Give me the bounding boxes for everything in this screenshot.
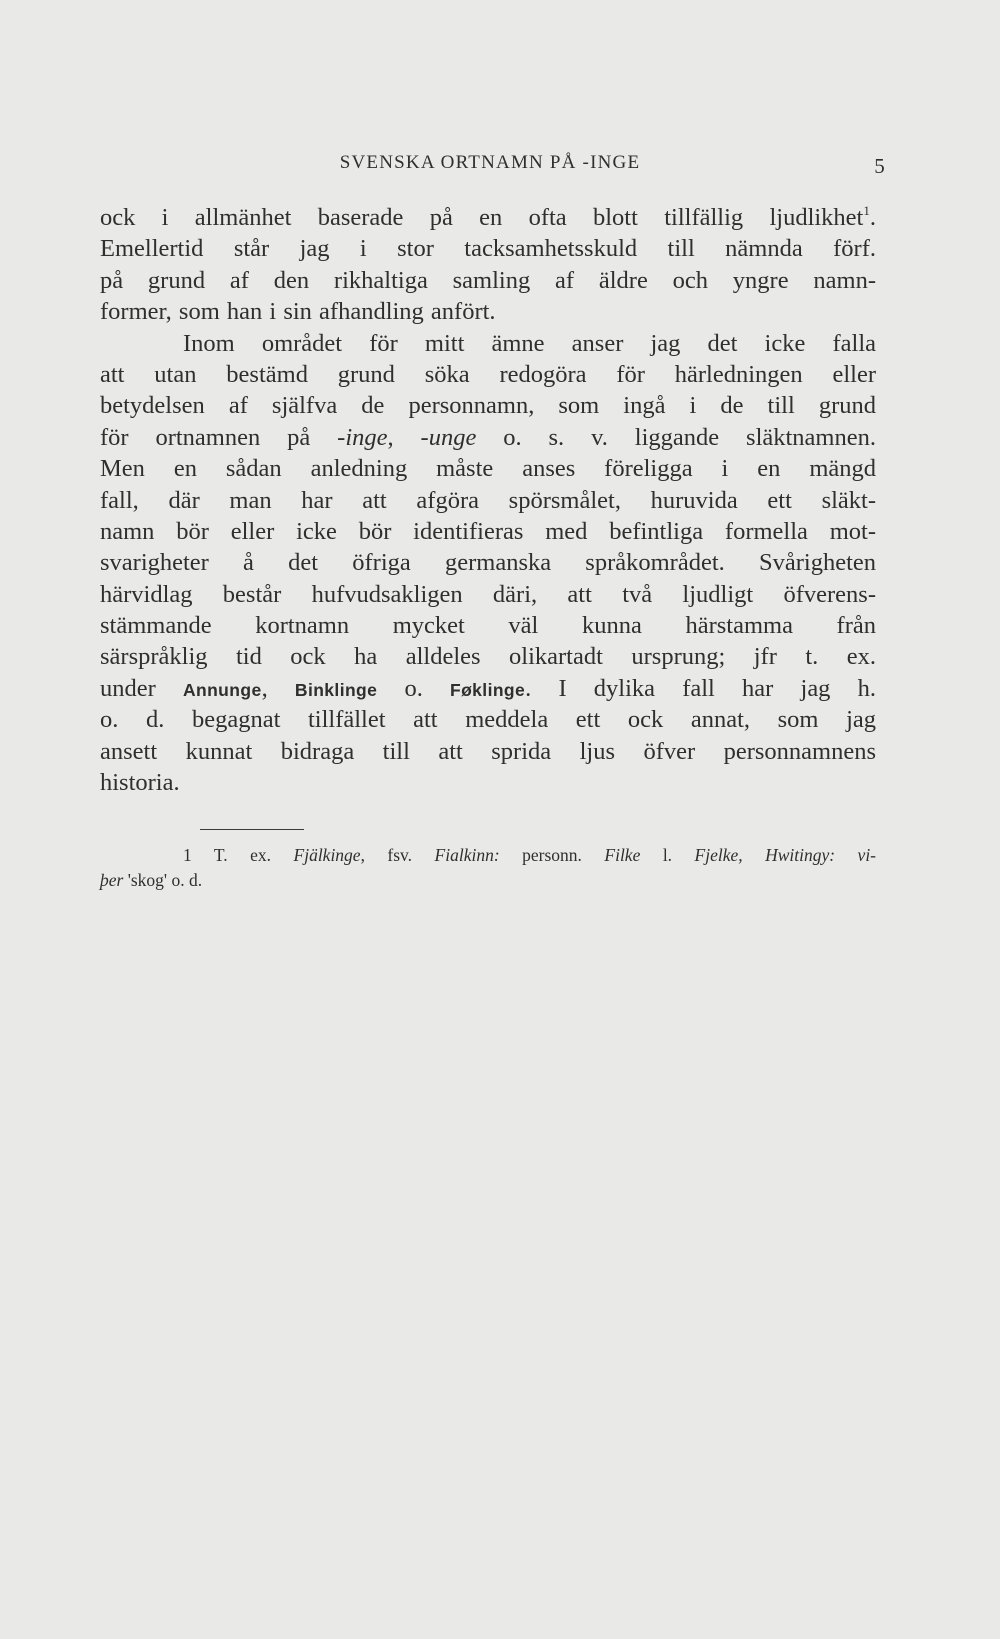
text-run: o.: [377, 674, 450, 702]
text-line: härvidlag består hufvudsakligen däri, att två ljudligt öfverens-: [100, 580, 876, 608]
italic-word: Fialkinn:: [434, 845, 500, 865]
place-name: Føklinge: [450, 679, 526, 700]
italic-suffix: -unge: [420, 423, 477, 451]
text-line: på grund af den rikhaltiga samling af äldre och yngre namn-: [100, 266, 876, 294]
text-run: ock i allmänhet baserade på en ofta blott tillfällig ljudlikhet: [100, 204, 864, 231]
text-line: [100, 202, 876, 233]
text-line: [100, 422, 876, 453]
text-line: Inom området för mitt ämne anser jag det icke falla: [183, 329, 876, 357]
text-line: namn bör eller icke bör identifieras med befintliga formella mot-: [100, 517, 876, 545]
text-line: Men en sådan anledning måste anses föreligga i en mängd: [100, 455, 876, 483]
text-run: under: [100, 674, 183, 702]
text-run: ,: [261, 674, 295, 702]
text-line: särspråklig tid ock ha alldeles olikartadt ursprung; jfr t. ex.: [100, 643, 876, 671]
text-line: Emellertid står jag i stor tacksamhetsskuld till nämnda förf.: [100, 235, 876, 263]
text-run: , fsv.: [360, 845, 435, 865]
text-run: T. ex.: [191, 845, 294, 865]
text-run: 'skog' o. d.: [123, 870, 203, 890]
italic-word: Fjelke, Hwitingy: vi-: [694, 845, 877, 865]
text-run: . I dylika fall har jag h.: [525, 674, 876, 702]
place-name: Binklinge: [294, 679, 378, 700]
footnote: [100, 843, 876, 893]
footnote-marker: 1: [183, 845, 192, 865]
italic-word: þer: [100, 870, 124, 890]
text-run: ,: [387, 423, 421, 451]
footnote-ref: 1: [863, 203, 870, 218]
text-line: svarigheter å det öfriga germanska språkområdet. Svårigheten: [100, 549, 876, 577]
text-line: ansett kunnat bidraga till att sprida ljus öfver personnamnens: [100, 737, 876, 765]
italic-word: Filke: [604, 845, 641, 865]
text-line: former, som han i sin afhandling anfört.: [100, 298, 496, 326]
text-line: att utan bestämd grund söka redogöra för härledningen eller: [100, 360, 876, 388]
text-line: stämmande kortnamn mycket väl kunna härstamma från: [100, 612, 876, 640]
page-number: 5: [874, 154, 886, 178]
footnote-line: [100, 843, 876, 868]
text-line: [100, 673, 876, 704]
text-run: personn.: [499, 845, 605, 865]
text-line: o. d. begagnat tillfället att meddela ett ock annat, som jag: [100, 706, 876, 734]
running-head: [100, 152, 886, 182]
body-text: [100, 202, 876, 798]
italic-suffix: -inge: [337, 423, 388, 451]
text-run: o. s. v. liggande släktnamnen.: [476, 423, 876, 451]
text-run: för ortnamnen på: [100, 423, 338, 451]
running-title: SVENSKA ORTNAMN PÅ -INGE: [339, 152, 641, 173]
text-line: historia.: [100, 769, 180, 797]
text-run: l.: [640, 845, 695, 865]
text-line: fall, där man har att afgöra spörsmålet, huruvida ett släkt-: [100, 486, 876, 514]
footnote-divider: [200, 829, 304, 830]
text-run: .: [869, 204, 876, 231]
footnote-line: [100, 868, 876, 893]
italic-word: Fjälkinge: [293, 845, 361, 865]
place-name: Annunge: [182, 679, 262, 700]
text-line: betydelsen af själfva de personnamn, som ingå i de till grund: [100, 392, 876, 420]
